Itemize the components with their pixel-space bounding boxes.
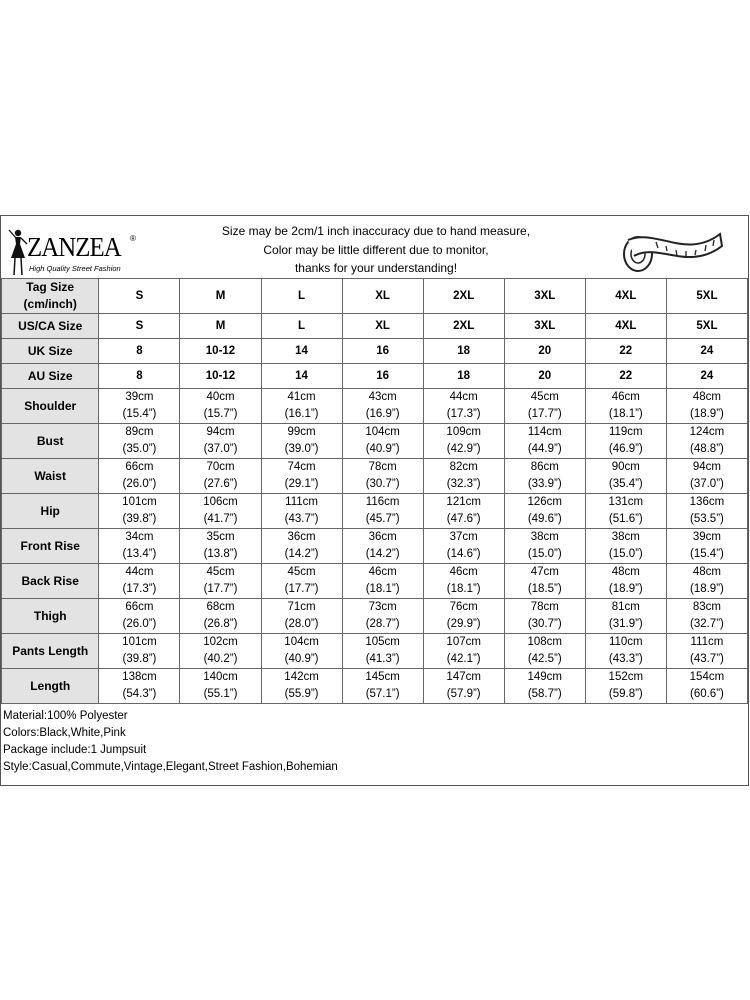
inch-value: (18.5”) [527,583,562,595]
measure-cell [261,459,342,494]
table-row [2,494,748,529]
inch-value: (17.7”) [527,408,562,420]
size-cell: 14 [261,339,342,364]
brand-logo [5,222,145,280]
size-cell: 3XL [504,314,585,339]
inch-value: (18.1”) [446,583,481,595]
inch-value: (49.6”) [527,513,562,525]
measure-cell [423,389,504,424]
measure-cell [504,459,585,494]
measure-cell [180,459,261,494]
inch-value: (41.7”) [203,513,238,525]
cm-value: 40cm [206,391,235,403]
size-cell: 24 [666,364,747,389]
measure-cell [504,599,585,634]
cm-value: 142cm [284,671,319,683]
row-label [2,279,99,314]
measure-cell [180,494,261,529]
inch-value: (53.5”) [689,513,724,525]
measure-cell [585,424,666,459]
cm-value: 105cm [365,636,400,648]
inch-value: (26.0”) [122,618,157,630]
size-cell: 24 [666,339,747,364]
cm-value: 38cm [530,531,559,543]
measure-cell [423,459,504,494]
row-label [2,339,99,364]
inch-value: (44.9”) [527,443,562,455]
measure-cell [423,494,504,529]
size-cell: 16 [342,339,423,364]
cm-value: 101cm [122,496,157,508]
measurement-notes [151,222,601,278]
cm-value: 108cm [527,636,563,648]
table-row [2,389,748,424]
size-chart [0,215,749,786]
size-cell: M [180,279,261,314]
measure-cell [423,669,504,704]
inch-value: (13.8”) [203,548,238,560]
table-row [2,364,748,389]
brand-tagline: High Quality Street Fashion [29,264,121,273]
cm-value: 145cm [365,671,400,683]
inch-value: (33.9”) [527,478,562,490]
size-cell: 2XL [423,279,504,314]
cm-value: 102cm [203,636,238,648]
cm-value: 45cm [206,566,235,578]
inch-value: (42.9”) [446,443,481,455]
size-cell: 14 [261,364,342,389]
cm-value: 99cm [287,426,316,438]
cm-value: 104cm [284,636,319,648]
row-label: Front Rise [2,529,99,564]
inch-value: (18.9”) [689,408,724,420]
note-line: Size may be 2cm/1 inch inaccuracy due to hand measure, [221,224,531,238]
inch-value: (14.2”) [365,548,400,560]
measure-cell [261,564,342,599]
product-details [3,708,338,776]
inch-value: (43.3”) [608,653,643,665]
measure-cell [261,424,342,459]
inch-value: (26.0”) [122,478,157,490]
cm-value: 43cm [368,391,397,403]
size-cell: 18 [423,364,504,389]
measure-cell [585,389,666,424]
cm-value: 76cm [449,601,478,613]
size-cell: 16 [342,364,423,389]
inch-value: (57.1”) [365,688,400,700]
inch-value: (43.7”) [284,513,319,525]
cm-value: 78cm [530,601,559,613]
cm-value: 106cm [203,496,238,508]
cm-value: 48cm [611,566,640,578]
measure-cell [180,529,261,564]
inch-value: (15.4”) [122,408,157,420]
size-cell: 2XL [423,314,504,339]
cm-value: 94cm [206,426,235,438]
cm-value: 110cm [608,636,643,648]
row-label: Shoulder [2,389,99,424]
measure-cell [261,599,342,634]
cm-value: 107cm [446,636,481,648]
inch-value: (30.7”) [527,618,562,630]
inch-value: (55.1”) [203,688,238,700]
cm-value: 68cm [206,601,235,613]
cm-value: 109cm [446,426,481,438]
measure-cell [342,669,423,704]
measure-cell [504,634,585,669]
cm-value: 86cm [530,461,559,473]
row-label [2,314,99,339]
cm-value: 111cm [285,496,318,508]
measure-cell [180,669,261,704]
size-cell: 8 [99,339,180,364]
inch-value: (15.0”) [527,548,562,560]
measure-cell [666,669,747,704]
measure-cell [666,529,747,564]
size-cell: 5XL [666,314,747,339]
measure-cell [99,424,180,459]
measure-cell [99,669,180,704]
row-label-text: Tag Size (cm/inch) [23,280,77,311]
row-label: Back Rise [2,564,99,599]
inch-value: (37.0”) [689,478,724,490]
cm-value: 147cm [446,671,481,683]
size-cell: L [261,314,342,339]
cm-value: 44cm [449,391,478,403]
cm-value: 119cm [608,426,643,438]
cm-value: 73cm [368,601,397,613]
measure-cell [666,634,747,669]
measure-cell [261,494,342,529]
inch-value: (35.0”) [122,443,157,455]
inch-value: (17.3”) [122,583,157,595]
cm-value: 45cm [530,391,559,403]
cm-value: 71cm [287,601,316,613]
inch-value: (55.9”) [284,688,319,700]
note-line: thanks for your understanding! [294,261,458,275]
cm-value: 36cm [368,531,397,543]
table-row [2,564,748,599]
chart-header [1,216,748,278]
inch-value: (28.7”) [365,618,400,630]
cm-value: 90cm [611,461,640,473]
cm-value: 48cm [692,391,721,403]
cm-value: 45cm [287,566,316,578]
inch-value: (37.0”) [203,443,238,455]
table-row [2,599,748,634]
inch-value: (31.9”) [608,618,643,630]
measure-cell [585,529,666,564]
size-cell: L [261,279,342,314]
cm-value: 131cm [608,496,644,508]
measure-cell [585,634,666,669]
inch-value: (18.9”) [608,583,643,595]
inch-value: (26.8”) [203,618,238,630]
measure-cell [423,634,504,669]
package-text: Package include:1 Jumpsuit [3,744,147,756]
measure-cell [342,599,423,634]
cm-value: 149cm [527,671,563,683]
note-line: Color may be little different due to monitor, [263,242,489,257]
size-cell: 22 [585,339,666,364]
measure-cell [666,494,747,529]
inch-value: (18.9”) [689,583,724,595]
cm-value: 78cm [368,461,397,473]
inch-value: (15.7”) [203,408,238,420]
measure-cell [180,634,261,669]
measure-cell [180,389,261,424]
measure-cell [423,599,504,634]
fashion-figure-icon [7,228,29,278]
row-label: Bust [2,424,99,459]
measure-cell [585,459,666,494]
measure-cell [99,494,180,529]
measure-cell [180,424,261,459]
cm-value: 38cm [611,531,640,543]
measure-cell [261,634,342,669]
size-cell: S [99,314,180,339]
cm-value: 44cm [125,566,154,578]
cm-value: 136cm [689,496,725,508]
inch-value: (48.8”) [689,443,724,455]
measure-cell [585,494,666,529]
size-cell: 5XL [666,279,747,314]
style-text: Style:Casual,Commute,Vintage,Elegant,Street Fashion,Bohemian [3,761,338,773]
size-cell: S [99,279,180,314]
inch-value: (60.6”) [689,688,724,700]
size-cell: 10-12 [180,364,261,389]
inch-value: (15.0”) [608,548,643,560]
measure-cell [504,669,585,704]
measure-cell [666,389,747,424]
inch-value: (18.1”) [365,583,400,595]
inch-value: (40.9”) [365,443,400,455]
measure-cell [180,564,261,599]
row-label: Pants Length [2,634,99,669]
measure-cell [261,529,342,564]
cm-value: 121cm [446,496,481,508]
row-label: Length [2,669,99,704]
cm-value: 83cm [692,601,721,613]
inch-value: (58.7”) [527,688,562,700]
cm-value: 34cm [125,531,154,543]
inch-value: (41.3”) [365,653,400,665]
cm-value: 37cm [449,531,478,543]
measure-cell [423,529,504,564]
size-cell: 22 [585,364,666,389]
row-label-text: US/CA Size [18,318,83,333]
cm-value: 82cm [449,461,478,473]
inch-value: (28.0”) [284,618,319,630]
measure-cell [585,599,666,634]
measure-cell [585,669,666,704]
cm-value: 47cm [530,566,559,578]
size-cell: 20 [504,364,585,389]
inch-value: (14.2”) [284,548,319,560]
inch-value: (32.3”) [446,478,481,490]
measure-cell [342,634,423,669]
cm-value: 101cm [122,636,157,648]
cm-value: 126cm [527,496,563,508]
inch-value: (40.9”) [284,653,319,665]
size-cell: M [180,314,261,339]
size-cell: 3XL [504,279,585,314]
measure-cell [423,564,504,599]
cm-value: 39cm [692,531,721,543]
cm-value: 116cm [365,496,400,508]
inch-value: (13.4”) [122,548,157,560]
measure-cell [342,529,423,564]
inch-value: (57.9”) [446,688,481,700]
inch-value: (39.8”) [122,653,157,665]
cm-value: 46cm [368,566,397,578]
row-label-text: AU Size [27,368,73,383]
size-table [1,278,748,704]
cm-value: 104cm [365,426,400,438]
measure-cell [342,424,423,459]
measure-cell [666,599,747,634]
measure-cell [666,459,747,494]
inch-value: (32.7”) [689,618,724,630]
inch-value: (46.9”) [608,443,643,455]
measure-cell [99,459,180,494]
size-cell: 18 [423,339,504,364]
row-label: Hip [2,494,99,529]
registered-mark: ® [130,234,136,243]
row-label-text: UK Size [27,343,73,358]
table-row [2,529,748,564]
cm-value: 94cm [692,461,721,473]
inch-value: (45.7”) [365,513,400,525]
measure-cell [99,389,180,424]
size-cell: 10-12 [180,339,261,364]
cm-value: 39cm [125,391,154,403]
measure-cell [504,424,585,459]
colors-text: Colors:Black,White,Pink [3,727,126,739]
inch-value: (17.3”) [446,408,481,420]
inch-value: (14.6”) [446,548,481,560]
cm-value: 81cm [611,601,640,613]
cm-value: 140cm [203,671,238,683]
cm-value: 152cm [608,671,644,683]
inch-value: (30.7”) [365,478,400,490]
cm-value: 138cm [122,671,157,683]
table-row [2,669,748,704]
inch-value: (17.7”) [203,583,238,595]
table-row [2,459,748,494]
size-cell: XL [342,279,423,314]
row-label [2,364,99,389]
measure-cell [666,564,747,599]
measure-cell [504,564,585,599]
inch-value: (17.7”) [284,583,319,595]
inch-value: (16.1”) [284,408,319,420]
inch-value: (27.6”) [203,478,238,490]
cm-value: 154cm [689,671,725,683]
cm-value: 70cm [206,461,235,473]
cm-value: 48cm [692,566,721,578]
inch-value: (39.0”) [284,443,319,455]
inch-value: (40.2”) [203,653,238,665]
measure-cell [342,564,423,599]
row-label: Thigh [2,599,99,634]
cm-value: 111cm [690,636,724,648]
table-row [2,424,748,459]
inch-value: (42.5”) [527,653,562,665]
cm-value: 35cm [206,531,235,543]
cm-value: 66cm [125,601,154,613]
cm-value: 89cm [125,426,154,438]
cm-value: 46cm [449,566,478,578]
cm-value: 124cm [689,426,725,438]
measure-cell [342,389,423,424]
measure-cell [666,424,747,459]
inch-value: (16.9”) [365,408,400,420]
inch-value: (35.4”) [608,478,643,490]
cm-value: 114cm [527,426,562,438]
cm-value: 41cm [287,391,316,403]
size-cell: 4XL [585,314,666,339]
measure-cell [99,634,180,669]
measure-cell [99,599,180,634]
measure-cell [342,459,423,494]
measure-cell [423,424,504,459]
row-label: Waist [2,459,99,494]
table-row [2,634,748,669]
inch-value: (39.8”) [122,513,157,525]
cm-value: 74cm [287,461,316,473]
measure-cell [261,669,342,704]
table-row [2,279,748,314]
measure-cell [585,564,666,599]
table-row [2,339,748,364]
measure-cell [504,494,585,529]
inch-value: (54.3”) [122,688,157,700]
inch-value: (18.1”) [608,408,643,420]
measure-cell [99,529,180,564]
cm-value: 66cm [125,461,154,473]
size-cell: 4XL [585,279,666,314]
material-text: Material:100% Polyester [3,710,128,722]
inch-value: (15.4”) [689,548,724,560]
inch-value: (42.1”) [446,653,481,665]
inch-value: (29.1”) [284,478,319,490]
measure-cell [99,564,180,599]
table-row [2,314,748,339]
cm-value: 36cm [287,531,316,543]
size-cell: XL [342,314,423,339]
inch-value: (47.6”) [446,513,481,525]
measure-cell [342,494,423,529]
cm-value: 46cm [611,391,640,403]
inch-value: (29.9”) [446,618,481,630]
size-cell: 20 [504,339,585,364]
measure-cell [504,529,585,564]
size-cell: 8 [99,364,180,389]
measure-cell [504,389,585,424]
brand-name: ZANZEA [27,232,121,262]
inch-value: (43.7”) [689,653,724,665]
inch-value: (59.8”) [608,688,643,700]
measure-cell [261,389,342,424]
measuring-tape-icon [616,220,726,276]
measure-cell [180,599,261,634]
inch-value: (51.6”) [608,513,643,525]
